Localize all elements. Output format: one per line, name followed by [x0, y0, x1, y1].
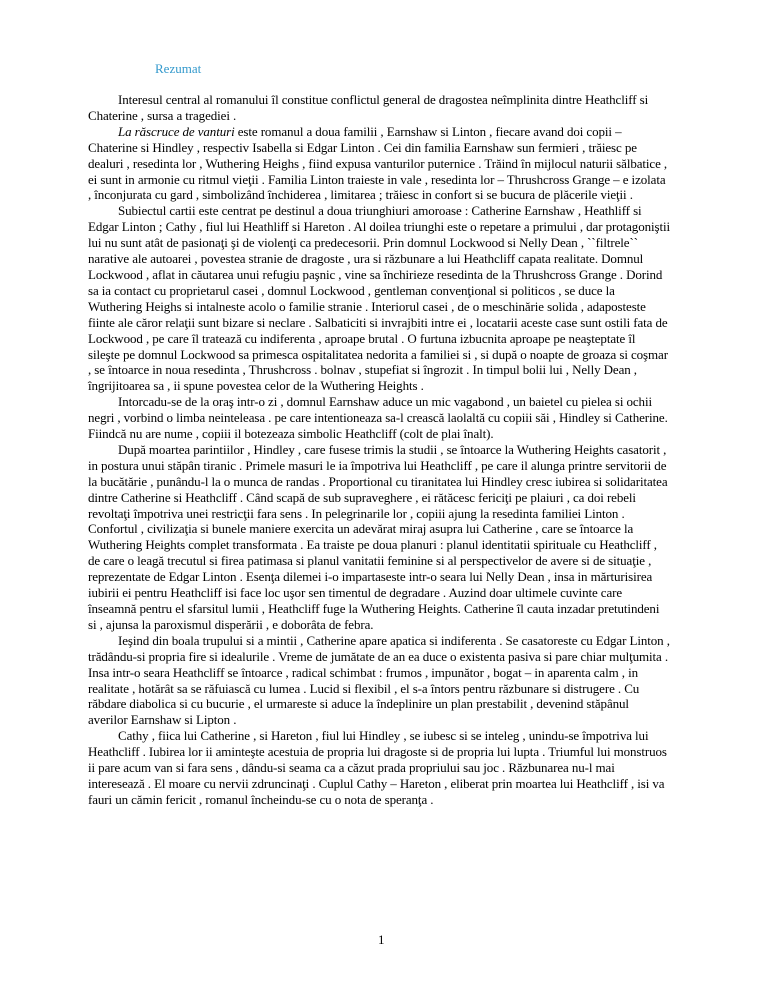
paragraph-4 [88, 394, 670, 442]
paragraph-1 [88, 92, 670, 124]
book-title: La răscruce de vanturi [118, 123, 235, 139]
paragraph-7-text: Cathy , fiica lui Catherine , si Hareton , fiul lui Hindley , se iubesc si se inteleg , unindu-se împotriva lui Heathcliff . Iubirea lor ii aminteşte acestuia de propria lui dragoste si de propria lui lupta . Triumful lui monstruos ii pare acum van si fara sens , dându-si seama ca a căzut prada propriului sau joc . Răzbunarea nu-l mai interesează . El moare cu nervii zdruncinaţi . Cuplul Cathy – Hareton , eliberat prin moartea lui Heathcliff , isi va fauri un cămin fericit , romanul încheindu-se cu o nota de speranţa . [88, 728, 667, 807]
paragraph-2-text: este romanul a doua familii , Earnshaw si Linton , fiecare avand doi copii – Chaterine si Hindley , respectiv Isabella si Edgar Linton . Cei din familia Earnshaw sun fermieri , trăiesc pe dealuri , resedinta lor , Wuthering Heighs , fiind expusa vanturilor puternice . Trăind în mijlocul naturii sălbatice , ei sunt in armonie cu ritmul vieţii . Familia Linton traieste in vale , resedinta lor – Thrushcross Grange – e izolata , înconjurata cu gard , simbolizând închiderea , limitarea ; trăiesc in confort si se bucura de plăcerile vieţii . [88, 123, 668, 203]
paragraph-3 [88, 203, 670, 394]
paragraph-6 [88, 633, 670, 728]
document-heading: Rezumat [155, 61, 202, 76]
paragraph-7 [88, 728, 670, 808]
paragraph-5-text: După moartea parintiilor , Hindley , care fusese trimis la studii , se întoarce la Wuthering Heights casatorit , in postura unui stăpân tiranic . Primele masuri le ia împotriva lui Heathcliff , pe care il alunga printre servitorii de la bucătărie , punându-l la o munca de randas . Proportional cu tiranitatea lui Hindley cresc iubirea si solidaritatea dintre Catherine si Heathcliff . Când scapă de sub supraveghere , ei rătăcesc fericiţi pe plaiuri , ca doi rebeli revoltaţi împotriva unei restricţii fara sens . In pelegrinarile lor , copiii ajung la resedinta familiei Linton . Confortul , civilizaţia si bunele maniere exercita un adevărat miraj asupra lui Catherine , care se întoarce la Wuthering Heights complet transformata . Ea traiste pe doua planuri : planul identitatii spirituale cu Heathcliff , de care o leagă trecutul si firea patimasa si planul vanitatii feminine si al perspectivelor de avere si de situaţie , reprezentate de Edgar Linton . Esenţa dilemei i-o impartaseste intr-o seara lui Nelly Dean , insa in mărturisirea iubirii ei pentru Heathcliff isi face loc uşor sen timentul de degradare . Auzind doar ultimele cuvinte care înseamnă pentru el sfarsitul lumii , Heathcliff fuge la Wuthering Heights. Catherine îl cauta inzadar pretutindeni si , ajunsa la paroxismul disperării , e doborâta de febra. [88, 441, 668, 632]
paragraph-2 [88, 124, 670, 204]
paragraph-3-text: Subiectul cartii este centrat pe destinul a doua triunghiuri amoroase : Catherine Earnshaw , Heathliff si Edgar Linton ; Cathy , fiul lui Heathliff si Hareton . Al doilea triunghi este o repetare a primului , dar protagoniştii lui nu sunt atât de pasionaţi şi de violenţi ca predecesorii. Prin domnul Lockwood si Nelly Dean , ``filtrele`` narative ale autoarei , povestea stranie de dragoste , ura si răzbunare a lui Heathcliff capata realitate. Domnul Lockwood , aflat in căutarea unui refugiu paşnic , vine sa închirieze resedinta de la Thrushcross Grange . Dorind sa ia contact cu proprietarul casei , domnul Lockwood , gentleman convenţional si politicos , se duce la Wuthering Heighs si intalneste acolo o familie stranie . Interiorul casei , de o meschinărie solida , adaposteste fiinte ale căror relaţii sunt bizare si neclare . Salbaticiti si invrajbiti intre ei , locatarii aceste case sunt ostili fata de Lockwood , pe care îl tratează cu indiferenta , aproape brutal . O furtuna izbucnita aproape pe neaşteptate îl sileşte pe domnul Lockwood sa primesca ospitalitatea nedorita a familiei si , si după o noapte de groaza si coşmar , se întoarce in noua resedinta , Thrushcross . bolnav , stupefiat si îngrozit . In timpul bolii lui , Nelly Dean , îngrijitoarea sa , ii spune povestea celor de la Wuthering Heights . [88, 203, 671, 394]
paragraph-6-text: Ieşind din boala trupului si a mintii , Catherine apare apatica si indiferenta . Se casatoreste cu Edgar Linton , trădându-si propria fire si idealurile . Vreme de jumătate de an ea duce o existenta pasiva si pare chiar mulţumita . Insa intr-o seara Heathcliff se întoarce , radical schimbat : frumos , impunător , bogat – in aparenta calm , in realitate , hotărât sa se răfuiască cu lumea . Lucid si flexibil , el s-a întors pentru răzbunare si distrugere . Cu răbdare diabolica si cu bucurie , el urmareste si aduce la îndeplinire un plan prestabilit , devenind stăpânul averilor Earnshaw si Lipton . [88, 632, 670, 728]
paragraph-4-text: Intorcadu-se de la oraş intr-o zi , domnul Earnshaw aduce un mic vagabond , un baietel cu pielea si ochii negri , vorbind o limba neinteleasa . pe care intentioneaza sa-l crească laolaltă cu copiii săi , Hindley si Catherine. Fiindcă nu are nume , copiii il botezeaza simbolic Heathcliff (colt de plai înalt). [88, 394, 668, 442]
document-body [88, 92, 670, 808]
paragraph-1-text: Interesul central al romanului îl constitue conflictul general de dragostea neîmplinita dintre Heathcliff si Chaterine , sursa a tragediei . [88, 92, 649, 123]
page-number: 1 [378, 932, 385, 947]
paragraph-5 [88, 442, 670, 633]
